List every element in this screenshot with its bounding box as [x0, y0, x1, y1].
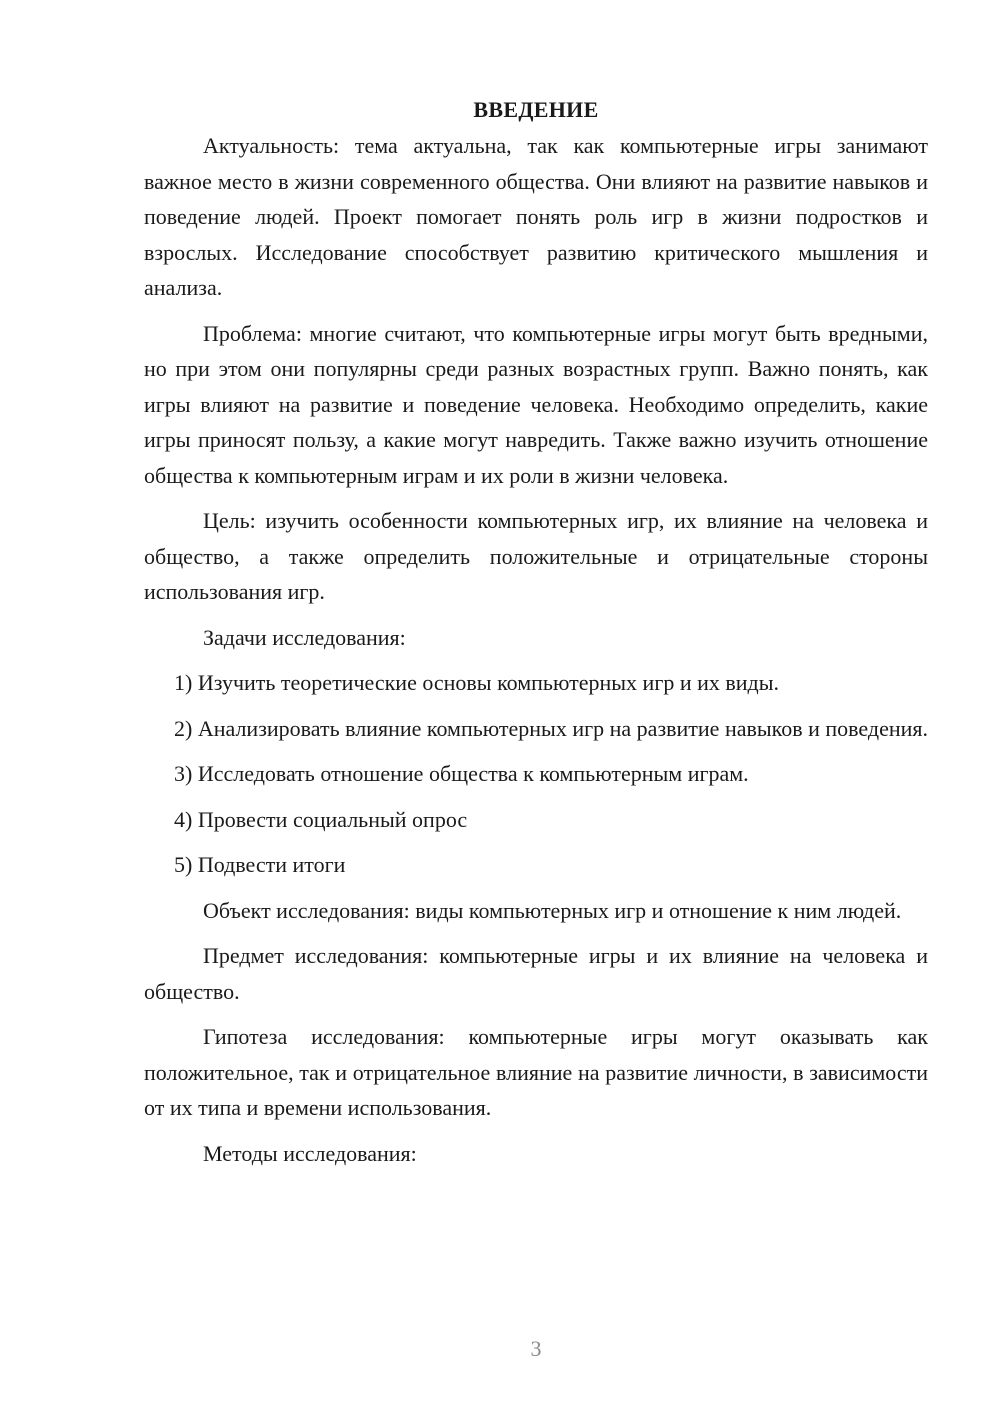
paragraph-goal: Цель: изучить особенности компьютерных игр, их влияние на человека и общество, а также определить положительные и отрицательные стороны использования игр. [144, 508, 928, 604]
paragraph-problem: Проблема: многие считают, что компьютерные игры могут быть вредными, но при этом они популярны среди разных возрастных групп. Важно понять, как игры влияют на развитие и поведение человека. Необходимо определить, какие игры приносят пользу, а какие могут навредить. Также важно изучить отношение общества к компьютерным играм и их роли в жизни человека. [144, 320, 928, 488]
list-item: 3) Исследовать отношение общества к компьютерным играм. [174, 761, 749, 786]
paragraph-hypothesis: Гипотеза исследования: компьютерные игры могут оказывать как положительное, так и отрицательное влияние на развитие личности, в зависимости от их типа и времени использования. [144, 1024, 928, 1120]
page-number: 3 [530, 1336, 542, 1361]
paragraph-subject: Предмет исследования: компьютерные игры и их влияние на человека и общество. [144, 943, 928, 1004]
list-item: 1) Изучить теоретические основы компьютерных игр и их виды. [174, 670, 780, 695]
page-title: ВВЕДЕНИЕ [473, 97, 599, 122]
list-item: 2) Анализировать влияние компьютерных игр на развитие навыков и поведения. [174, 715, 929, 741]
document-page [144, 92, 928, 1171]
methods-heading: Методы исследования: [203, 1140, 417, 1166]
paragraph-object: Объект исследования: виды компьютерных игр и отношение к ним людей. [203, 897, 902, 923]
tasks-heading: Задачи исследования: [203, 624, 406, 650]
paragraph-relevance: Актуальность: тема актуальна, так как компьютерные игры занимают важное место в жизни современного общества. Они влияют на развитие навыков и поведение людей. Проект помогает понять роль игр в жизни подростков и взрослых. Исследование способствует развитию критического мышления и анализа. [144, 133, 928, 300]
list-item: 4) Провести социальный опрос [174, 806, 468, 832]
list-item: 5) Подвести итоги [174, 852, 346, 877]
